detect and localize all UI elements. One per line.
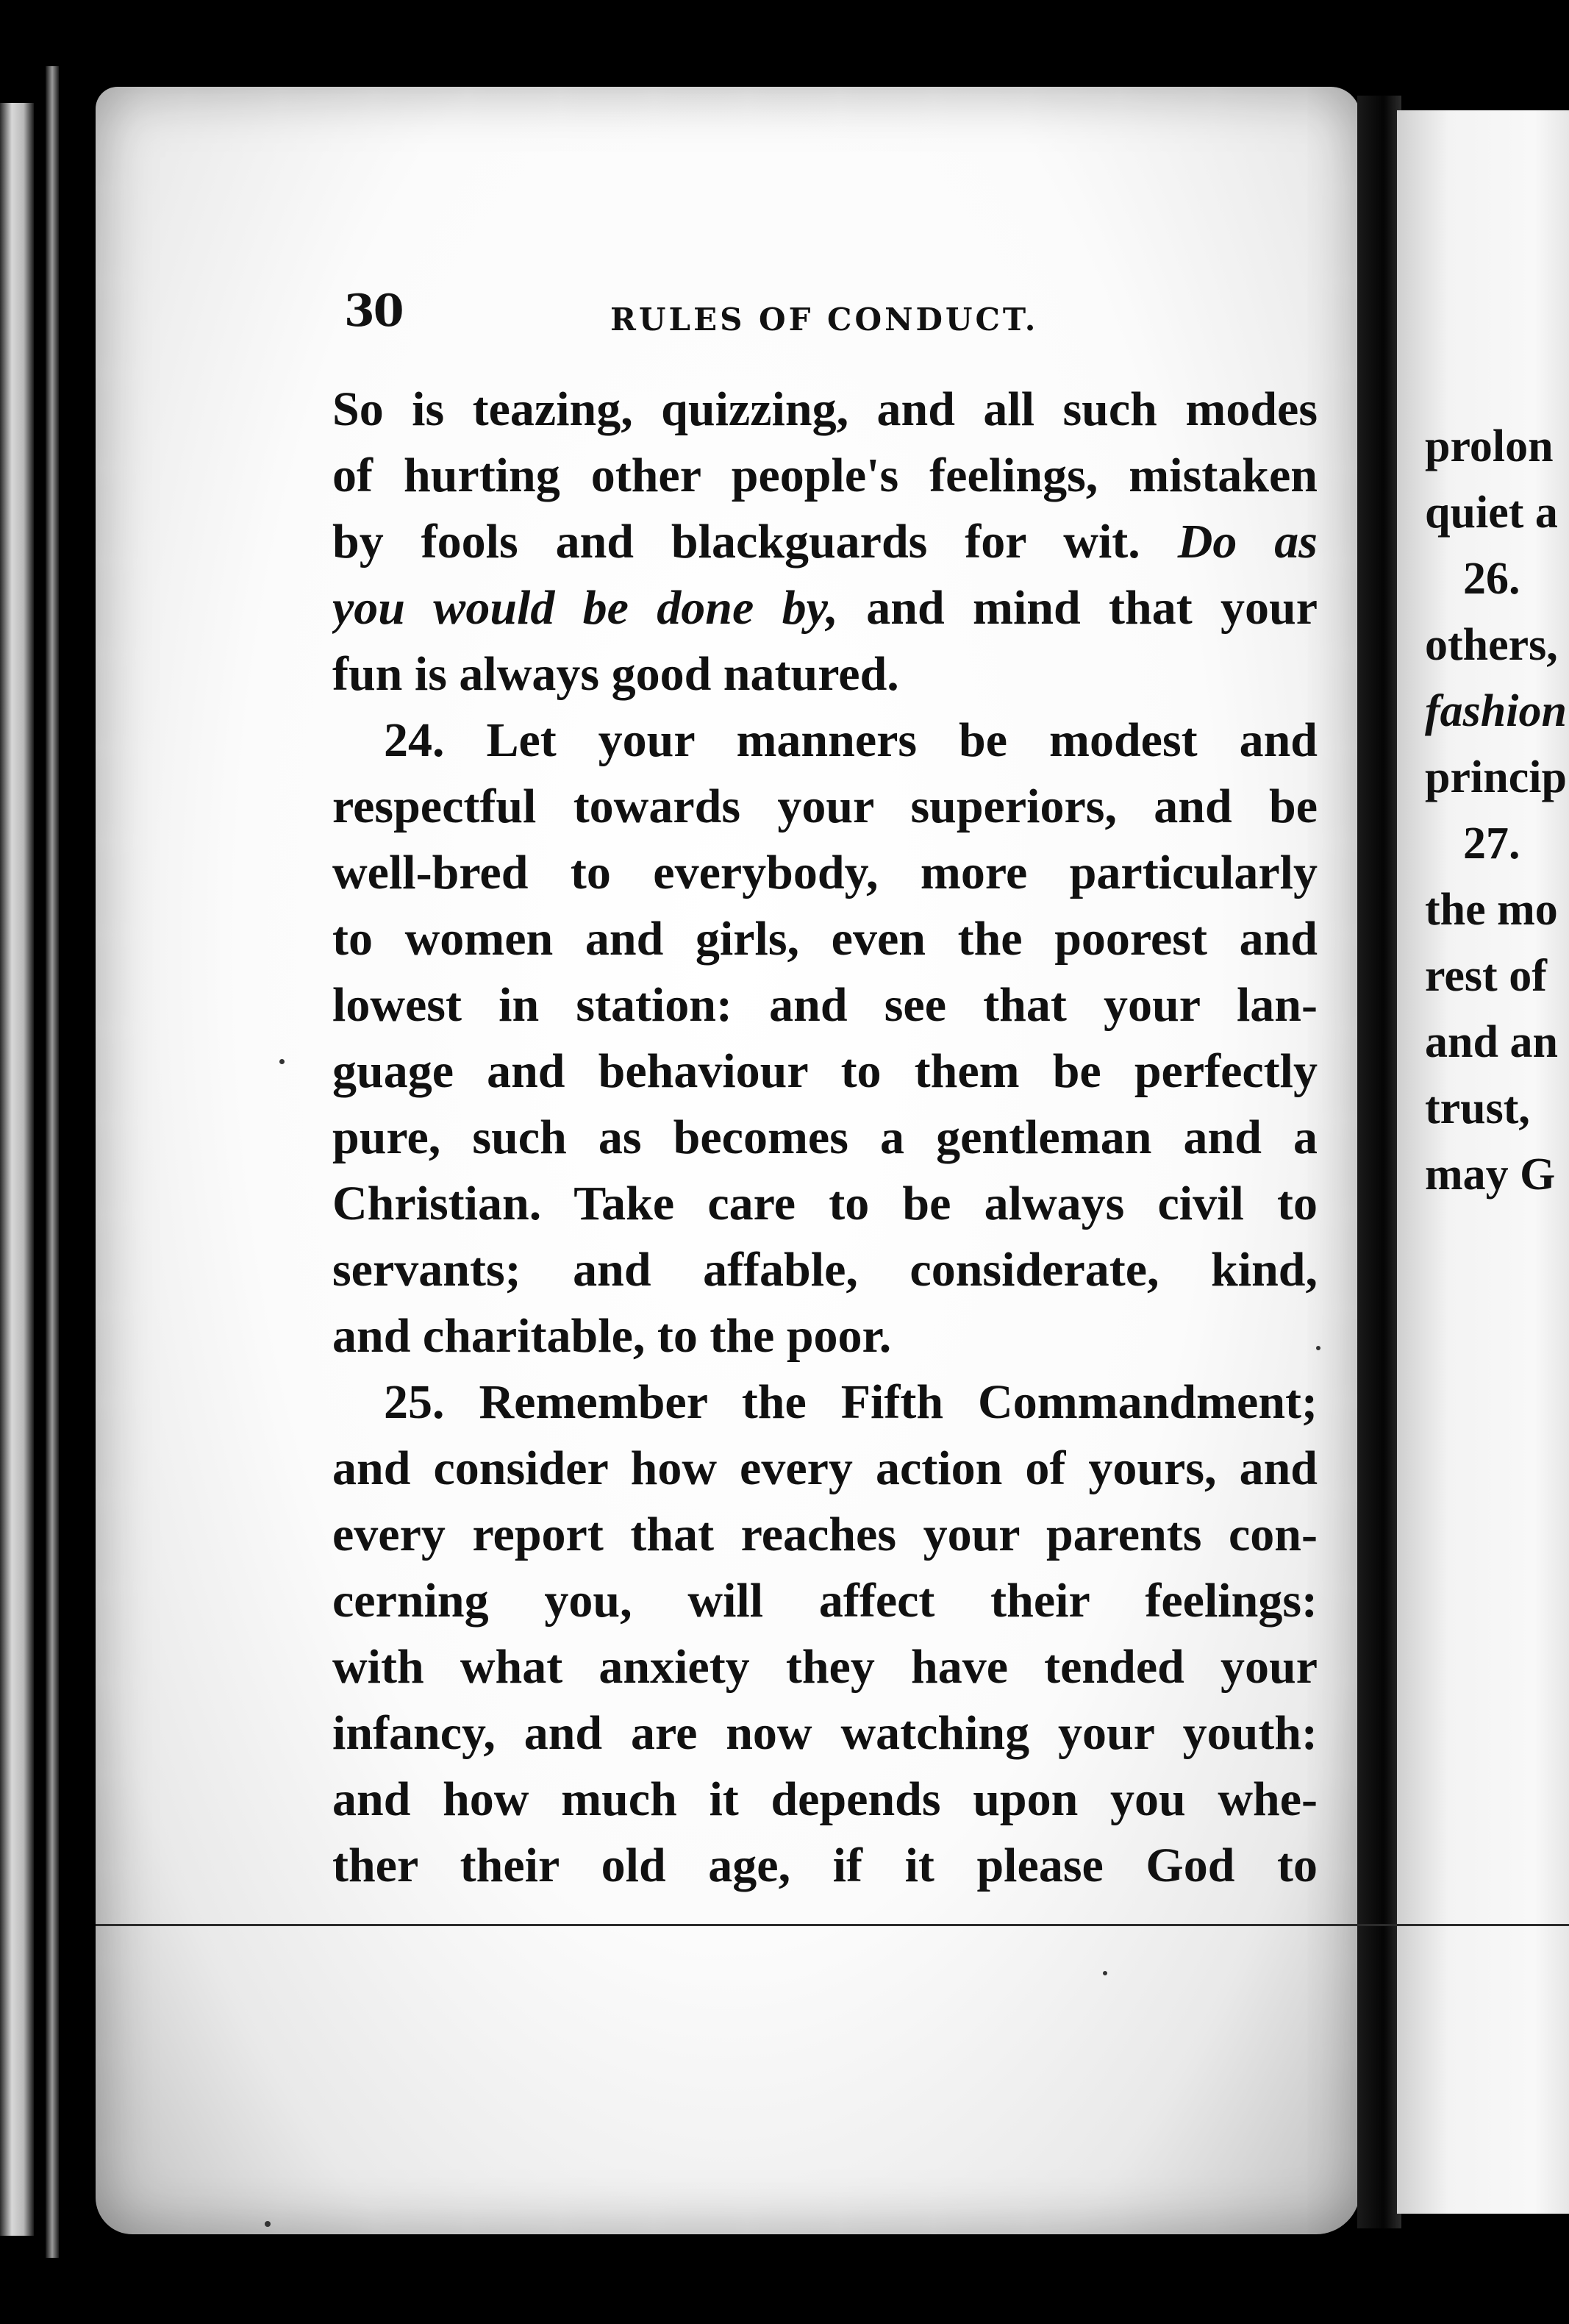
facing-text-line: trust, bbox=[1425, 1083, 1530, 1133]
line-text: by fools and blackguards for wit. bbox=[332, 515, 1140, 568]
text-line bbox=[332, 1303, 1318, 1369]
body-text bbox=[332, 377, 1318, 1899]
line-text: and charitable, to the poor. bbox=[332, 1309, 892, 1363]
text-line bbox=[332, 377, 1318, 443]
line-text: every report that reaches your parents con- bbox=[332, 1508, 1318, 1561]
book-gutter bbox=[1357, 96, 1401, 2228]
text-line bbox=[332, 707, 1318, 774]
text-line bbox=[332, 1767, 1318, 1833]
facing-text-line: and an bbox=[1425, 1017, 1558, 1067]
line-text: 25. Remember the Fifth Commandment; bbox=[384, 1375, 1318, 1429]
text-line bbox=[332, 840, 1318, 906]
line-text: fun is always good natured. bbox=[332, 647, 899, 701]
facing-text-line: rest of bbox=[1425, 951, 1547, 1001]
facing-text-line: the mo bbox=[1425, 885, 1558, 935]
facing-page-fragment bbox=[1397, 110, 1569, 2214]
facing-text-line: may G bbox=[1425, 1149, 1556, 1200]
book-spine-edge bbox=[46, 66, 59, 2258]
facing-text-line: prolon bbox=[1425, 421, 1554, 471]
line-text: and consider how every action of yours, and bbox=[332, 1441, 1318, 1495]
text-line bbox=[332, 641, 1318, 707]
italic-phrase: Do as bbox=[1177, 515, 1318, 568]
text-line bbox=[332, 1369, 1318, 1436]
line-text: to women and girls, even the poorest and bbox=[332, 912, 1318, 966]
line-text: guage and behaviour to them be perfectly bbox=[332, 1044, 1318, 1098]
text-line bbox=[332, 1105, 1318, 1171]
facing-text-line: others, bbox=[1425, 620, 1558, 670]
text-line bbox=[332, 1237, 1318, 1303]
line-text: Christian. Take care to be always civil to bbox=[332, 1177, 1318, 1230]
text-line bbox=[332, 1833, 1318, 1899]
text-line bbox=[332, 1568, 1318, 1634]
text-line bbox=[332, 1436, 1318, 1502]
text-line bbox=[332, 906, 1318, 972]
facing-text-line: 27. bbox=[1463, 819, 1520, 869]
text-line bbox=[332, 774, 1318, 840]
line-text: servants; and affable, considerate, kind, bbox=[332, 1243, 1318, 1297]
line-text: cerning you, will affect their feelings: bbox=[332, 1574, 1318, 1628]
line-text: with what anxiety they have tended your bbox=[332, 1640, 1318, 1694]
line-text: well-bred to everybody, more particularly bbox=[332, 846, 1318, 899]
scan-speck bbox=[1103, 1971, 1107, 1975]
line-text: ther their old age, if it please God to bbox=[332, 1839, 1318, 1892]
running-title: RULES OF CONDUCT. bbox=[610, 302, 1039, 338]
text-line bbox=[332, 1038, 1318, 1105]
text-line bbox=[332, 509, 1318, 575]
italic-phrase: you would be done by, bbox=[332, 581, 838, 635]
scan-speck bbox=[265, 2221, 271, 2227]
text-line bbox=[332, 1171, 1318, 1237]
facing-text-line: 26. bbox=[1463, 554, 1520, 604]
text-line bbox=[332, 1502, 1318, 1568]
line-text: and mind that your bbox=[837, 581, 1318, 635]
line-text: So is teazing, quizzing, and all such modes bbox=[332, 382, 1318, 436]
text-line bbox=[332, 575, 1318, 641]
page-number: 30 bbox=[344, 285, 403, 337]
running-head bbox=[344, 285, 1315, 352]
line-text: of hurting other people's feelings, mistaken bbox=[332, 449, 1318, 502]
facing-text-line: princip bbox=[1425, 752, 1567, 802]
line-text: lowest in station: and see that your lan- bbox=[332, 978, 1318, 1032]
facing-text-line: quiet a bbox=[1425, 488, 1558, 538]
text-line bbox=[332, 443, 1318, 509]
facing-text-line bbox=[1425, 678, 1567, 744]
text-line bbox=[332, 1634, 1318, 1700]
previous-page-edge bbox=[0, 103, 34, 2236]
facing-page-text bbox=[1425, 413, 1567, 1208]
text-line bbox=[332, 972, 1318, 1038]
line-text: and how much it depends upon you whe- bbox=[332, 1772, 1318, 1826]
scan-speck bbox=[1316, 1346, 1320, 1350]
line-text: respectful towards your superiors, and be bbox=[332, 780, 1318, 833]
line-text: infancy, and are now watching your youth: bbox=[332, 1706, 1318, 1760]
scan-artifact-line bbox=[96, 1924, 1569, 1926]
text-line bbox=[332, 1700, 1318, 1767]
line-text: 24. Let your manners be modest and bbox=[384, 713, 1318, 767]
scan-speck bbox=[279, 1059, 285, 1064]
line-text: pure, such as becomes a gentleman and a bbox=[332, 1111, 1318, 1164]
italic-word: fashion bbox=[1425, 686, 1567, 736]
